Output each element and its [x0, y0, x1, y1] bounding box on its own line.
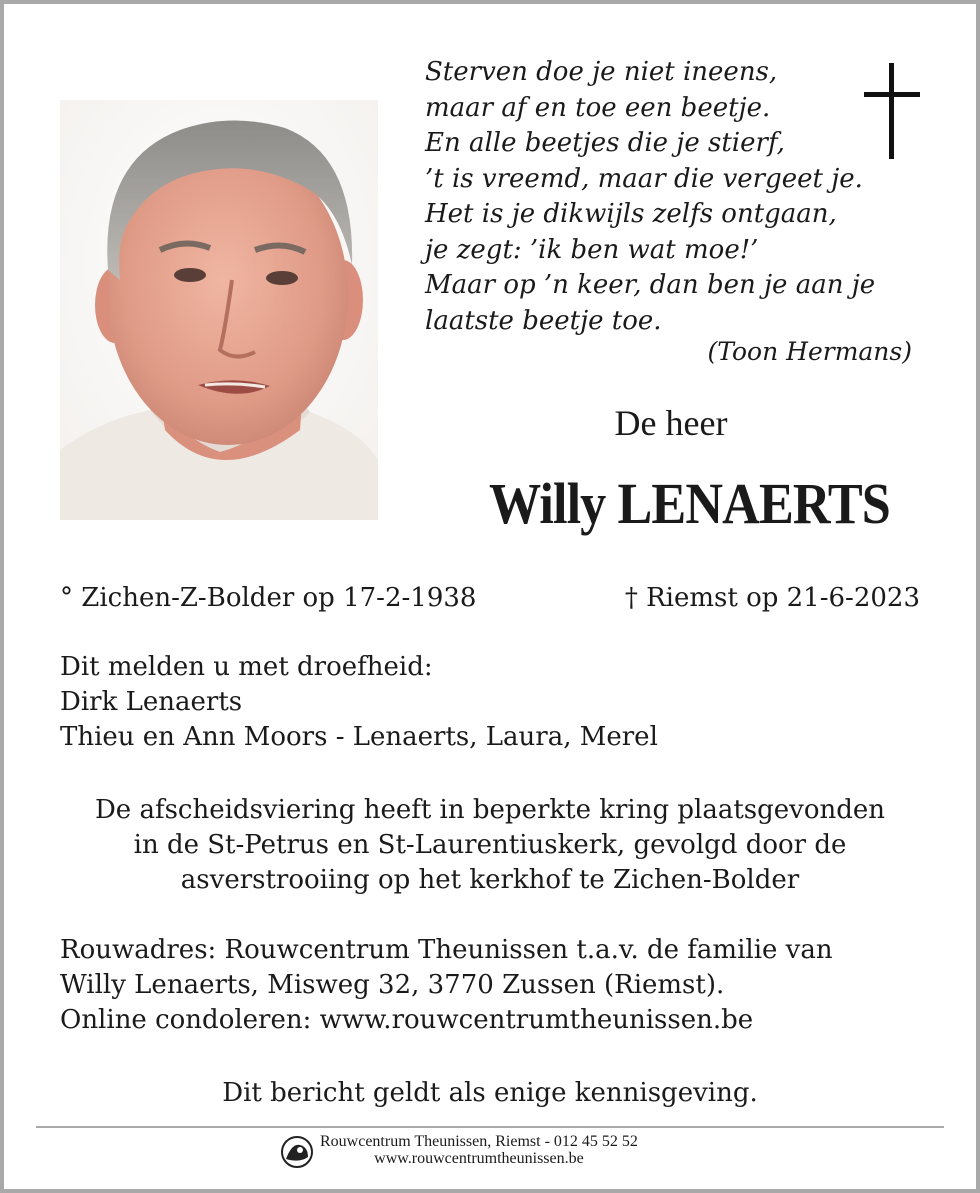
poem-line: ’t is vreemd, maar die vergeet je.	[425, 163, 863, 194]
death-info: † Riemst op 21-6-2023	[624, 583, 920, 613]
family-line: Dirk Lenaerts	[60, 687, 243, 717]
deceased-name: Willy LENAERTS	[489, 471, 890, 536]
ceremony-line: asverstrooiing op het kerkhof te Zichen-Bolder	[180, 865, 800, 895]
ceremony-text	[30, 793, 950, 898]
poem-line: Maar op ’n keer, dan ben je aan je	[425, 270, 876, 300]
footer	[280, 1133, 720, 1173]
poem-line: En alle beetjes die je stierf,	[425, 128, 785, 158]
footer-address: Rouwcentrum Theunissen, Riemst - 012 45 52 52	[320, 1133, 638, 1150]
poem-author: (Toon Hermans)	[707, 337, 912, 366]
contact-info	[60, 933, 833, 1038]
cross-icon	[864, 63, 920, 159]
poem-line: Sterven doe je niet ineens,	[425, 57, 778, 87]
contact-line: Online condoleren: www.rouwcentrumtheunissen.be	[60, 1005, 754, 1035]
announcement-intro: Dit melden u met droefheid:	[60, 652, 433, 682]
poem-line: Het is je dikwijls zelfs ontgaan,	[425, 199, 837, 229]
portrait-photo	[60, 100, 378, 520]
funeral-home-logo-icon	[280, 1135, 314, 1169]
poem-line: je zegt: ’ik ben wat moe!’	[425, 234, 759, 265]
birth-info: ° Zichen-Z-Bolder op 17-2-1938	[60, 583, 477, 613]
announcement	[60, 650, 658, 755]
contact-line: Rouwadres: Rouwcentrum Theunissen t.a.v. de familie van	[60, 935, 833, 965]
ceremony-line: De afscheidsviering heeft in beperkte kring plaatsgevonden	[94, 795, 886, 825]
footer-divider	[36, 1126, 944, 1128]
salutation: De heer	[614, 403, 728, 443]
poem-line: laatste beetje toe.	[425, 305, 662, 336]
ceremony-line: in de St-Petrus en St-Laurentiuskerk, gevolgd door de	[133, 830, 847, 860]
footer-text	[320, 1133, 638, 1167]
closing-note: Dit bericht geldt als enige kennisgeving.	[222, 1078, 758, 1108]
contact-line: Willy Lenaerts, Misweg 32, 3770 Zussen (Riemst).	[60, 970, 725, 1000]
poem-line: maar af en toe een beetje.	[425, 92, 771, 123]
footer-website: www.rouwcentrumtheunissen.be	[374, 1150, 584, 1167]
poem	[425, 55, 905, 339]
family-line: Thieu en Ann Moors - Lenaerts, Laura, Merel	[60, 722, 658, 752]
